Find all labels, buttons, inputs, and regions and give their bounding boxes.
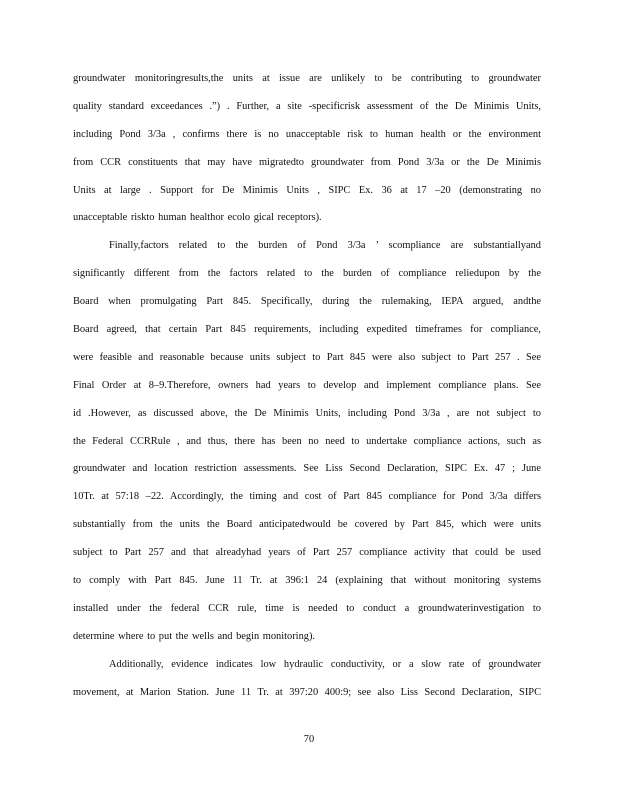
text-line: Additionally, evidence indicates low hydraulic conductivity, or a slow rate of groundwater (109, 658, 541, 670)
text-line: installed under the federal CCR rule, time is needed to conduct a groundwaterinvestigation to (73, 602, 541, 614)
text-line: Final Order at 8–9.Therefore, owners had years to develop and implement compliance plans. See (73, 379, 541, 391)
text-line: significantly different from the factors related to the burden of compliance reliedupon by the (73, 268, 541, 280)
text-line: substantially from the units the Board anticipatedwould be covered by Part 845, which were units (73, 519, 541, 531)
page-number: 70 (303, 734, 315, 745)
text-line: movement, at Marion Station. June 11 Tr. at 397:20 400:9; see also Liss Second Declaration, SIPC (73, 686, 541, 698)
text-line: Board when promulgating Part 845. Specifically, during the rulemaking, IEPA argued, andthe (73, 296, 541, 308)
text-line: unacceptable riskto human healthor ecolo gical receptors). (73, 212, 322, 224)
body-text (73, 69, 541, 710)
text-line: Board agreed, that certain Part 845 requirements, including expedited timeframes for compliance, (73, 324, 541, 336)
text-line: id .However, as discussed above, the De Minimis Units, including Pond 3/3a , are not subject to (73, 407, 541, 419)
text-line: the Federal CCRRule , and thus, there has been no need to undertake compliance actions, such as (73, 435, 541, 447)
text-line: quality standard exceedances .”) . Further, a site -specificrisk assessment of the De Minimis Units, (73, 100, 541, 112)
text-line: Finally,factors related to the burden of Pond 3/3a ’ scompliance are substantiallyand (109, 240, 541, 252)
text-line: were feasible and reasonable because units subject to Part 845 were also subject to Part 257 . See (73, 351, 541, 363)
text-line: subject to Part 257 and that alreadyhad years of Part 257 compliance activity that could be used (73, 547, 541, 559)
text-line: groundwater monitoringresults,the units at issue are unlikely to be contributing to groundwater (73, 73, 541, 84)
text-line: groundwater and location restriction assessments. See Liss Second Declaration, SIPC Ex. 47 ; June (73, 463, 541, 475)
text-line: Units at large . Support for De Minimis Units , SIPC Ex. 36 at 17 –20 (demonstrating no (73, 184, 541, 196)
text-line: determine where to put the wells and begin monitoring). (73, 630, 316, 642)
text-line: from CCR constituents that may have migratedto groundwater from Pond 3/3a or the De Minimis (73, 156, 541, 168)
text-line: 10Tr. at 57:18 –22. Accordingly, the timing and cost of Part 845 compliance for Pond 3/3a differs (73, 491, 541, 503)
text-line: to comply with Part 845. June 11 Tr. at 396:1 24 (explaining that without monitoring systems (73, 575, 541, 587)
text-line: including Pond 3/3a , confirms there is no unacceptable risk to human health or the environment (73, 128, 541, 140)
